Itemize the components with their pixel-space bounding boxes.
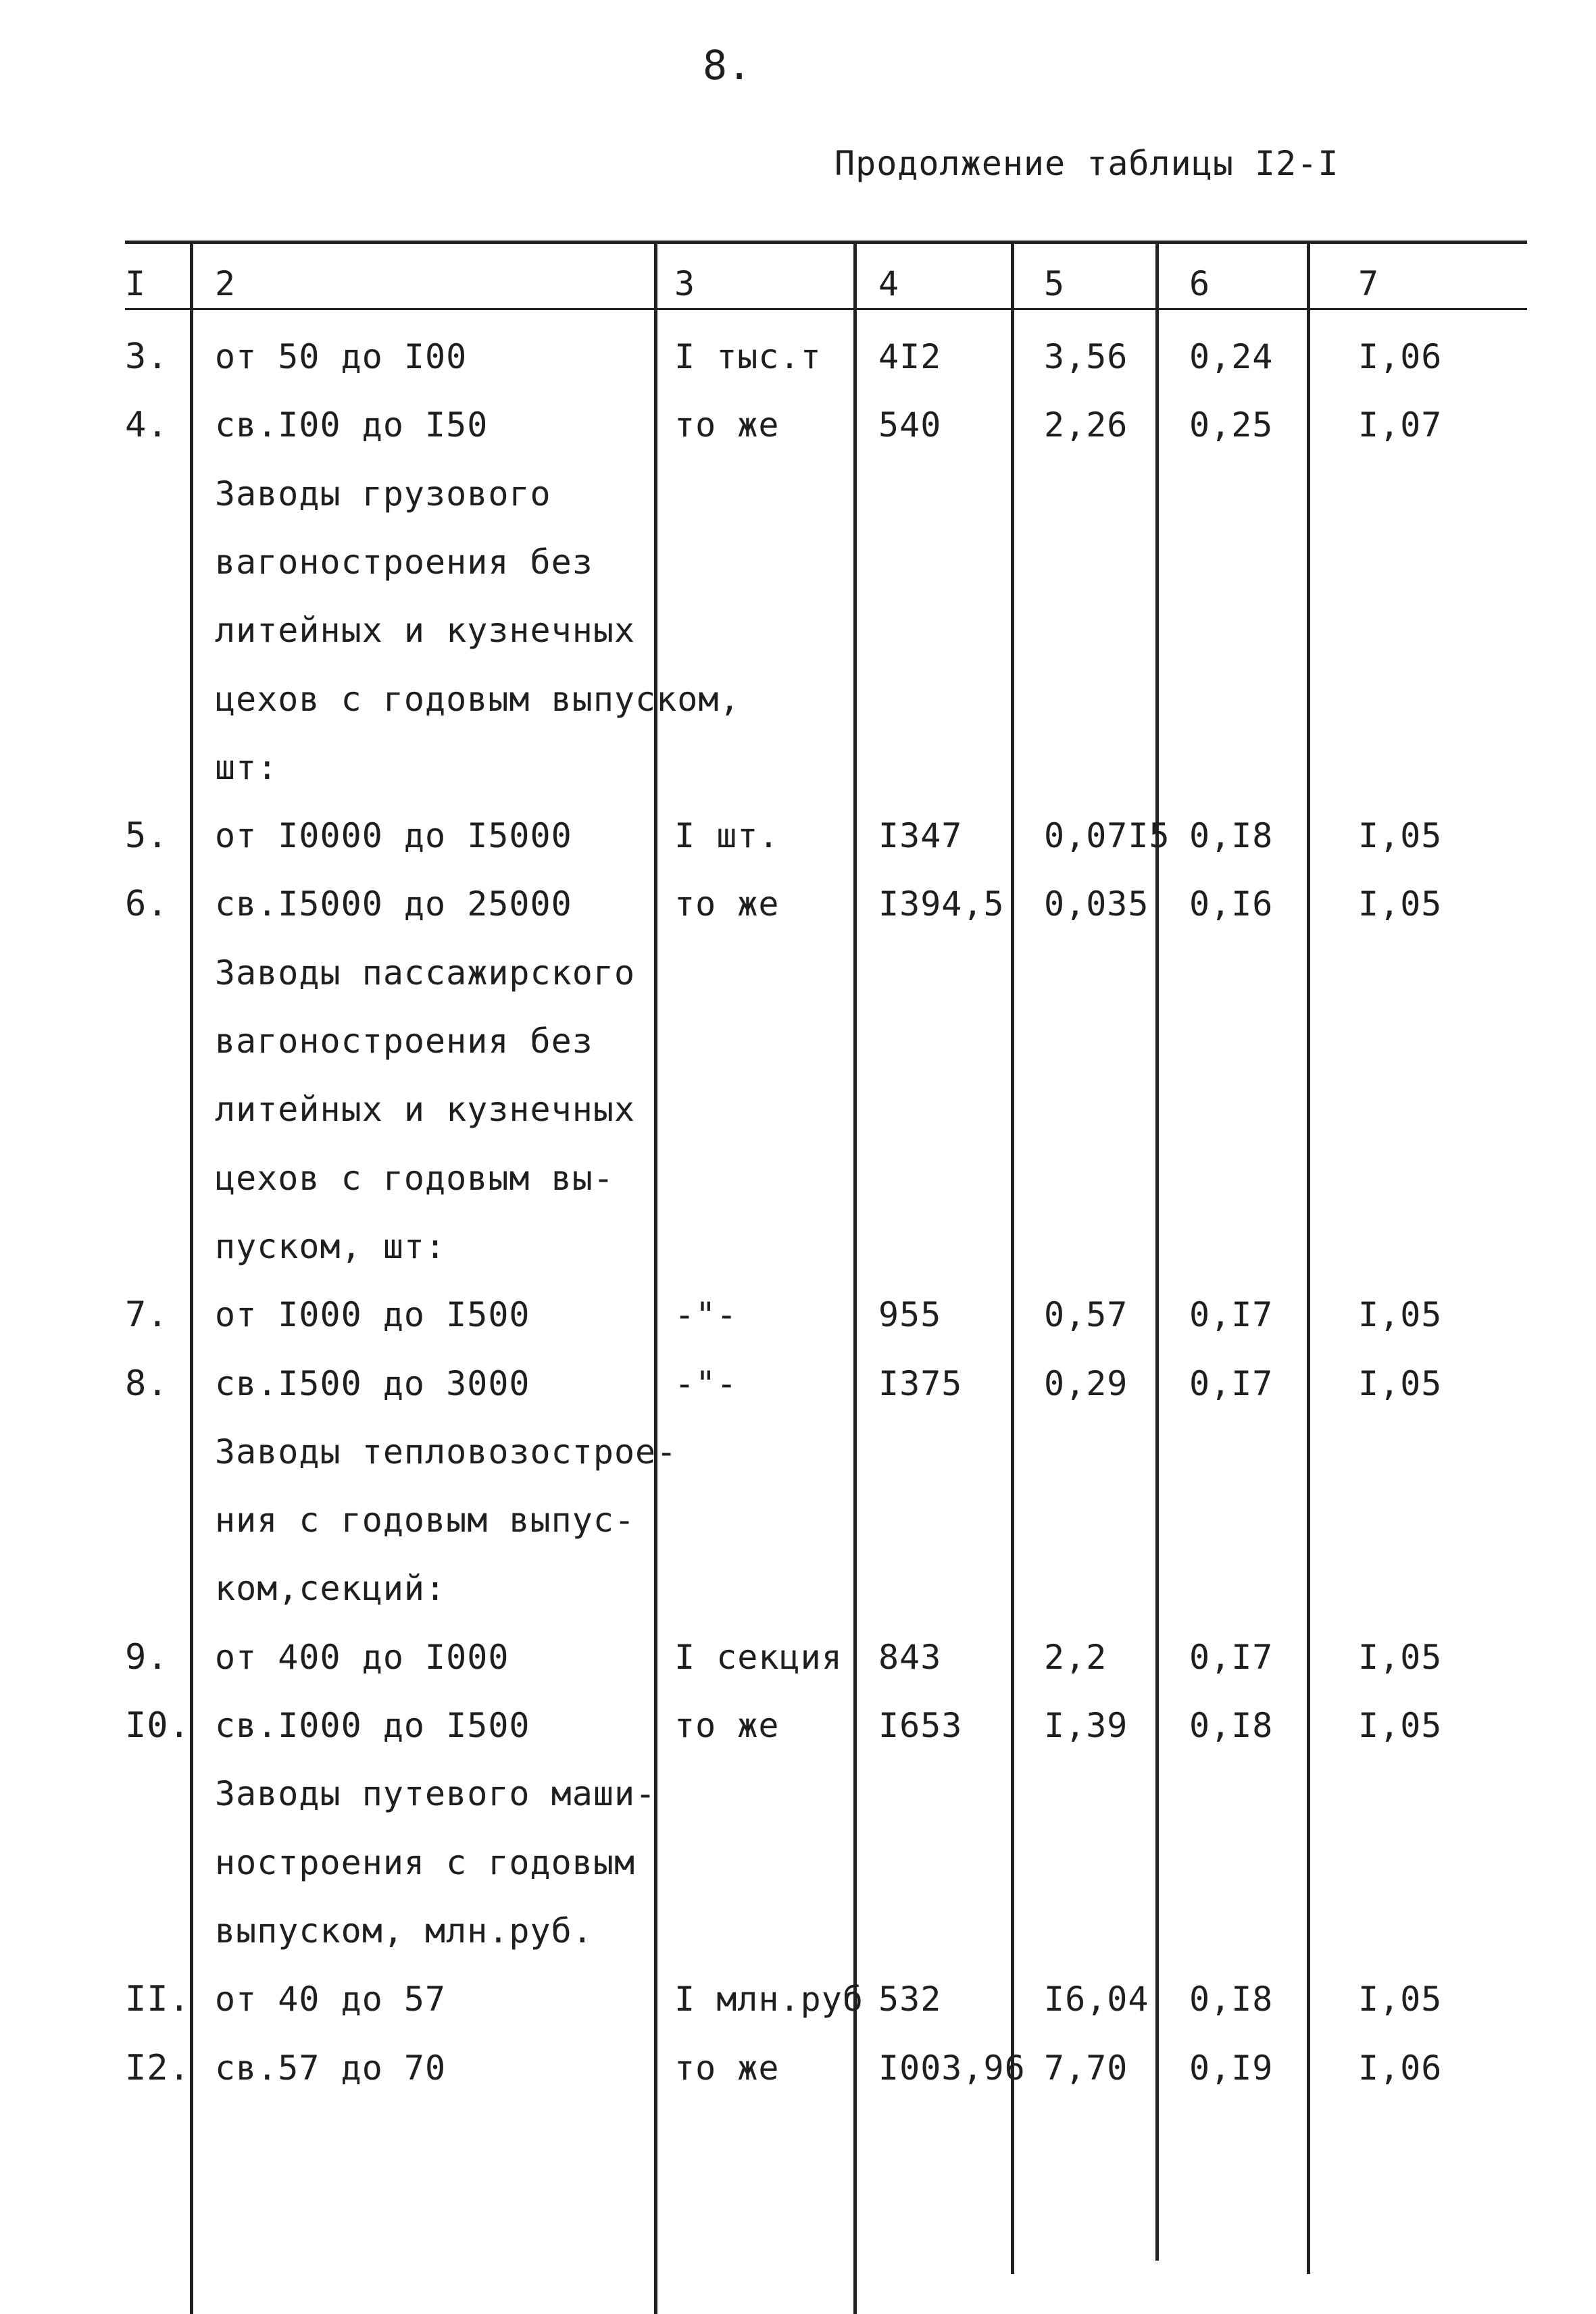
row-col7: I,05 [1358, 816, 1443, 855]
row-description: от I000 до I500 [215, 1295, 530, 1334]
row-unit: то же [674, 1706, 780, 1745]
row-description: от I0000 до I5000 [215, 816, 572, 855]
row-col5: 0,57 [1044, 1295, 1128, 1334]
row-col4: I375 [878, 1364, 963, 1403]
row-col5: 2,26 [1044, 405, 1128, 445]
column-divider [1011, 241, 1014, 2274]
row-description: Заводы путевого маши- [215, 1774, 657, 1813]
row-col5: I6,04 [1044, 1980, 1149, 2019]
row-unit: I шт. [674, 816, 780, 855]
row-col7: I,06 [1358, 337, 1443, 376]
row-col4: 843 [878, 1638, 942, 1677]
continuation-title: Продолжение таблицы I2-I [834, 144, 1339, 183]
row-number: 9. [125, 1637, 169, 1678]
row-unit: I секция [674, 1638, 843, 1677]
row-col4: 540 [878, 405, 942, 445]
table-top-rule [125, 241, 1527, 244]
row-description: св.I5000 до 25000 [215, 884, 572, 924]
row-description: ностроения с годовым [215, 1843, 636, 1882]
row-col4: I394,5 [878, 884, 1005, 924]
row-col6: 0,I8 [1189, 816, 1274, 855]
row-description: от 50 до I00 [215, 337, 468, 376]
page-number: 8. [703, 42, 752, 89]
row-col5: 2,2 [1044, 1638, 1107, 1677]
row-col5: 0,29 [1044, 1364, 1128, 1403]
row-description: цехов с годовым вы- [215, 1159, 614, 1198]
row-col5: 3,56 [1044, 337, 1128, 376]
row-unit: I тыс.т [674, 337, 822, 376]
row-number: II. [125, 1979, 191, 2019]
row-col6: 0,I8 [1189, 1706, 1274, 1745]
row-number: 4. [125, 405, 169, 445]
row-number: 6. [125, 884, 169, 924]
row-col6: 0,I6 [1189, 884, 1274, 924]
row-description: ком,секций: [215, 1569, 447, 1608]
row-col6: 0,I7 [1189, 1364, 1274, 1403]
row-number: 5. [125, 815, 169, 856]
row-description: св.I00 до I50 [215, 405, 489, 445]
column-divider [1307, 241, 1310, 2274]
column-header-3: 3 [674, 264, 696, 303]
row-description: св.57 до 70 [215, 2048, 447, 2088]
row-description: Заводы тепловозострое- [215, 1432, 678, 1472]
column-divider [654, 241, 657, 2314]
column-header-6: 6 [1189, 264, 1211, 303]
row-description: литейных и кузнечных [215, 611, 636, 650]
row-number: 3. [125, 336, 169, 377]
row-col4: 532 [878, 1980, 942, 2019]
row-col5: I,39 [1044, 1706, 1128, 1745]
row-col4: I653 [878, 1706, 963, 1745]
row-unit: то же [674, 884, 780, 924]
row-col6: 0,I7 [1189, 1638, 1274, 1677]
row-col7: I,05 [1358, 1364, 1443, 1403]
row-col5: 0,035 [1044, 884, 1149, 924]
row-col7: I,07 [1358, 405, 1443, 445]
row-number: 7. [125, 1294, 169, 1335]
row-col7: I,06 [1358, 2048, 1443, 2088]
row-col4: 955 [878, 1295, 942, 1334]
row-description: вагоностроения без [215, 1022, 593, 1061]
column-header-7: 7 [1358, 264, 1380, 303]
row-description: литейных и кузнечных [215, 1090, 636, 1129]
row-description: от 400 до I000 [215, 1638, 509, 1677]
row-col6: 0,I7 [1189, 1295, 1274, 1334]
row-description: Заводы грузового [215, 474, 551, 513]
header-underline [125, 308, 1527, 310]
row-col7: I,05 [1358, 884, 1443, 924]
row-description: Заводы пассажирского [215, 953, 636, 992]
row-col4: I347 [878, 816, 963, 855]
row-number: 8. [125, 1363, 169, 1404]
row-unit: то же [674, 405, 780, 445]
row-description: шт: [215, 748, 278, 787]
row-col6: 0,I8 [1189, 1980, 1274, 2019]
row-col7: I,05 [1358, 1706, 1443, 1745]
column-header-4: 4 [878, 264, 900, 303]
row-number: I2. [125, 2048, 191, 2088]
row-description: вагоностроения без [215, 543, 593, 582]
row-col7: I,05 [1358, 1295, 1443, 1334]
row-col5: 0,07I5 [1044, 816, 1170, 855]
row-description: цехов с годовым выпуском, [215, 680, 741, 719]
row-unit: -"- [674, 1364, 738, 1403]
column-header-2: 2 [215, 264, 236, 303]
row-col4: I003,96 [878, 2048, 1026, 2088]
row-description: св.I000 до I500 [215, 1706, 530, 1745]
row-col7: I,05 [1358, 1638, 1443, 1677]
row-unit: то же [674, 2048, 780, 2088]
row-description: пуском, шт: [215, 1227, 447, 1266]
column-header-5: 5 [1044, 264, 1066, 303]
row-number: I0. [125, 1705, 191, 1746]
row-col7: I,05 [1358, 1980, 1443, 2019]
row-description: ния с годовым выпус- [215, 1501, 636, 1540]
row-col6: 0,25 [1189, 405, 1274, 445]
row-description: от 40 до 57 [215, 1980, 447, 2019]
row-description: выпуском, млн.руб. [215, 1911, 593, 1951]
row-description: св.I500 до 3000 [215, 1364, 530, 1403]
row-col6: 0,24 [1189, 337, 1274, 376]
column-divider [1155, 241, 1159, 2261]
column-header-1: I [125, 264, 147, 303]
row-unit: -"- [674, 1295, 738, 1334]
row-unit: I млн.руб [674, 1980, 864, 2019]
row-col5: 7,70 [1044, 2048, 1128, 2088]
row-col4: 4I2 [878, 337, 942, 376]
row-col6: 0,I9 [1189, 2048, 1274, 2088]
